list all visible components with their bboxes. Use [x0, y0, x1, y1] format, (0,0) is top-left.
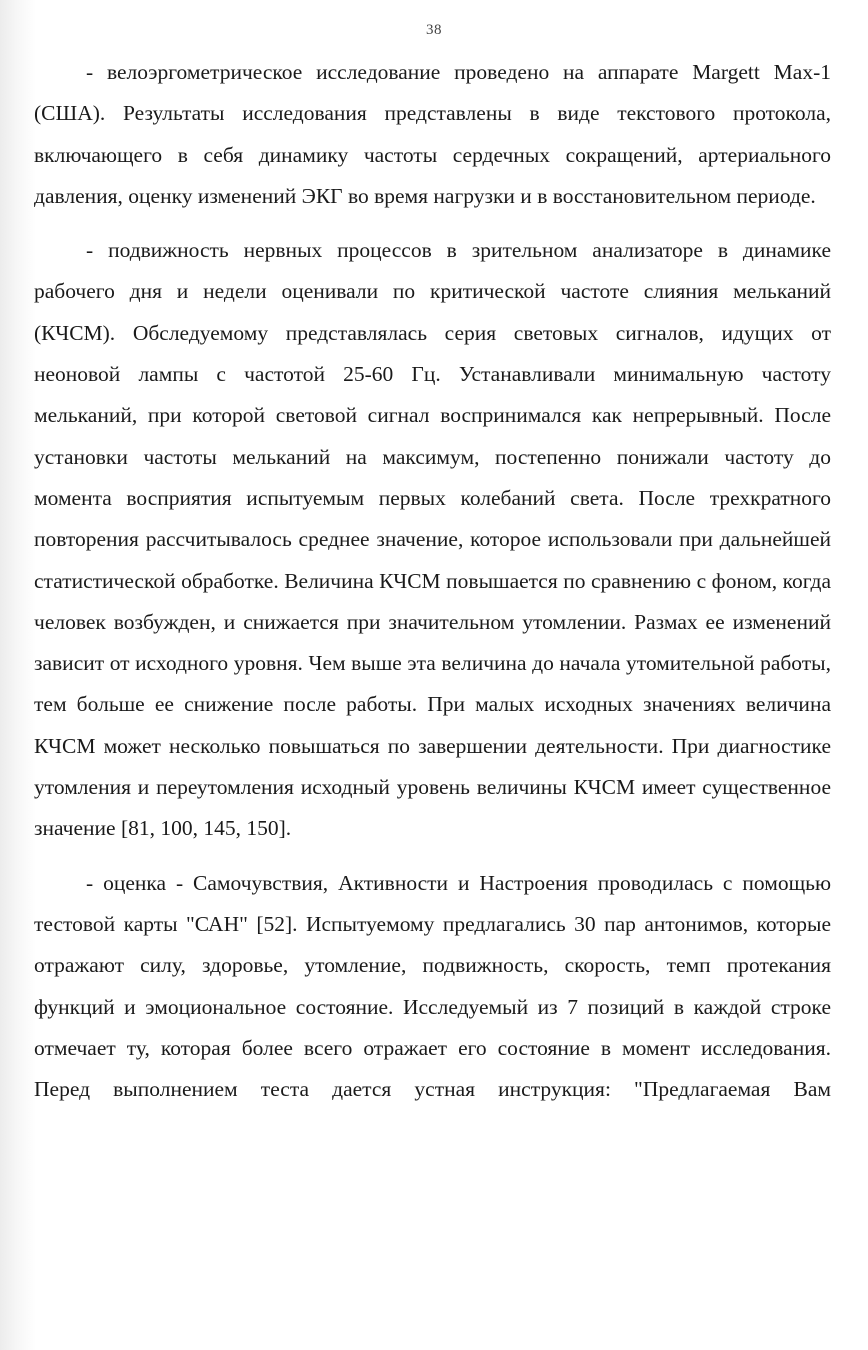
page-body [34, 52, 831, 1123]
scan-edge-shadow [0, 0, 36, 1350]
paragraph-veloergometry: - велоэргометрическое исследование проведено на аппарате Margett Max-1 (США). Результаты исследования представлены в виде текстового протокола, включающего в себя динамику частоты сердечных сокращений, артериального давления, оценку изменений ЭКГ во время нагрузки и в восстановительном периоде. [34, 60, 831, 208]
paragraph-san-test: - оценка - Самочувствия, Активности и Настроения проводилась с помощью тестовой карты "САН" [52]. Испытуемому предлагались 30 пар антонимов, которые отражают силу, здоровье, утомление, подвижность, скорость, темп протекания функций и эмоциональное состояние. Исследуемый из 7 позиций в каждой строке отмечает ту, которая более всего отражает его состояние в момент исследования. Перед выполнением теста дается устная инструкция: "Предлагаемая Вам [34, 870, 831, 1102]
page-number: 38 [426, 22, 442, 38]
paragraph-kchsm: - подвижность нервных процессов в зрительном анализаторе в динамике рабочего дня и недели оценивали по критической частоте слияния мельканий (КЧСМ). Обследуемому представлялась серия световых сигналов, идущих от неоновой лампы с частотой 25-60 Гц. Устанавливали минимальную частоту мельканий, при которой световой сигнал воспринимался как непрерывный. После установки частоты мельканий на максимум, постепенно понижали частоту до момента восприятия испытуемым первых колебаний света. После трехкратного повторения рассчитывалось среднее значение, которое использовали при дальнейшей статистической обработке. Величина КЧСМ повышается по сравнению с фоном, когда человек возбужден, и снижается при значительном утомлении. Размах ее изменений зависит от исходного уровня. Чем выше эта величина до начала утомительной работы, тем больше ее снижение после работы. При малых исходных значениях величина КЧСМ может несколько повышаться по завершении деятельности. При диагностике утомления и переутомления исходный уровень величины КЧСМ имеет существенное значение [81, 100, 145, 150]. [34, 238, 831, 841]
